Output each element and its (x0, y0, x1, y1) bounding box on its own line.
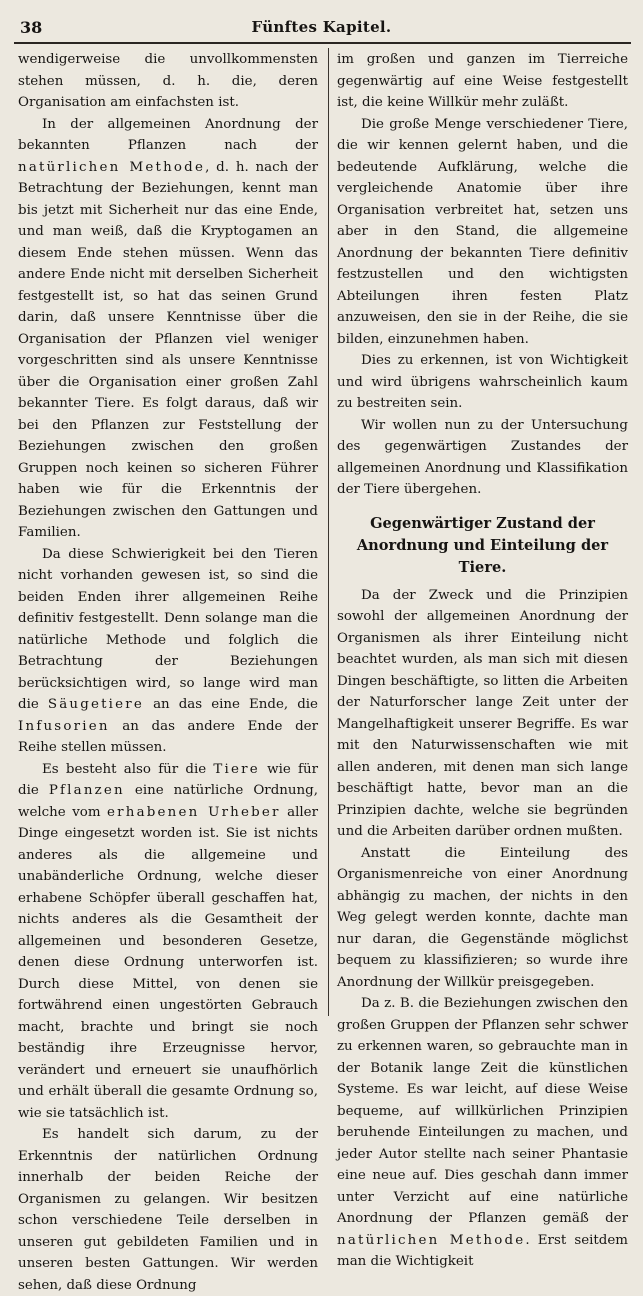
text-run: wie für die (18, 761, 318, 798)
text-run: Es besteht also für die (42, 761, 207, 777)
text-run: , d. h. nach der Betrachtung der Beziehungen, kennt man bis jetzt mit Sicherheit nur das eine Ende, und man weiß, daß die Kryptogamen an diesem Ende stehen müssen. Wenn das andere Ende nicht mit derselben Sicherheit festgestellt ist, so hat das seinen Grund darin, daß unsere Kenntnisse über die Organisation der Pflanzen viel weniger vorgeschritten sind als unsere Kenntnisse über die Organisation einer großen Zahl bekannter Tiere. Es folgt daraus, daß wir bei den Pflanzen zur Feststellung der Beziehungen zwischen den großen Gruppen noch keinen so sicheren Führer haben wie für die Erkenntnis der Beziehungen zwischen den Gattungen und Familien. (18, 159, 319, 540)
spaced-emphasis: Pflanzen (48, 783, 125, 798)
spaced-emphasis: Tiere (213, 761, 260, 777)
spaced-emphasis: natürlichen Methode (337, 1232, 526, 1248)
column-divider (328, 48, 329, 1016)
running-title: Fünftes Kapitel. (251, 18, 392, 36)
paragraph: Die große Menge verschiedener Tiere, die wir kennen gelernt haben, und die bedeutende Aufklärung, welche die vergleichende Anatomie über ihre Organisation verbreitet hat, setzen uns aber in den Stand, die allgemeine Anordnung der bekannten Tiere definitiv festzustellen und den wichtigsten Abteilungen ihren festen Platz anzuweisen, den sie in der Reihe, die sie bilden, einzunehmen haben. (337, 116, 628, 347)
text-run: Da z. B. die Beziehungen zwischen den großen Gruppen der Pflanzen sehr schwer zu erkennen waren, so gebrauchte man in der Botanik lange Zeit die künstlichen Systeme. Es war leicht, auf diese Weise bequeme, auf willkürlichen Prinzipien beruhende Einteilungen zu machen, und jeder Autor stellte nach seiner Phantasie eine neue auf. Dies geschah dann immer unter Verzicht auf eine natürliche Anordnung der Pflanzen gemäß der (337, 996, 628, 1226)
text-run: In der allgemeinen Anordnung der bekannten Pflanzen nach der (18, 116, 318, 153)
spaced-emphasis: Infusorien (18, 718, 110, 734)
paragraph: im großen und ganzen im Tierreiche gegenwärtig auf eine Weise festgestellt ist, die keine Willkür mehr zuläßt. (337, 52, 628, 110)
paragraph (337, 993, 628, 1273)
text-run: . Erst seitdem man die Wichtigkeit (337, 1232, 628, 1269)
paragraph (18, 114, 318, 544)
spaced-emphasis: Säugetiere (47, 697, 145, 712)
paragraph (18, 544, 318, 759)
spaced-emphasis: natürlichen Methode (18, 159, 206, 175)
text-run: eine natürliche Ordnung, welche vom (18, 783, 318, 820)
text-run: Da diese Schwierigkeit bei den Tieren nicht vorhanden gewesen ist, so sind die beiden Enden ihrer allgemeinen Reihe definitiv festgestellt. Denn solange man die natürliche Methode und folglich die Betrachtung der Beziehungen berücksichtigen wird, so lange wird man die (18, 546, 318, 712)
paragraph: Wir wollen nun zu der Untersuchung des gegenwärtigen Zustandes der allgemeinen Anordnung und Klassifikation der Tiere übergehen. (337, 417, 628, 497)
text-run: an das andere Ende der Reihe stellen müssen. (18, 718, 318, 755)
header-rule (14, 42, 631, 44)
left-column (18, 49, 319, 1293)
section-heading: Gegenwärtiger Zustand der Anordnung und Einteilung der Tiere. (356, 514, 609, 576)
text-run: an das eine Ende, die (153, 697, 318, 712)
spaced-emphasis: erhabenen Urheber (107, 804, 281, 820)
paragraph (18, 759, 318, 1125)
page-number: 38 (20, 18, 43, 37)
paragraph: Da der Zweck und die Prinzipien sowohl der allgemeinen Anordnung der Organismen als ihrer Einteilung nicht beachtet wurden, als man sich mit diesen Dingen beschäftigte, so litten die Arbeiten der Naturforscher lange Zeit unter der Mangelhaftigkeit unserer Begriffe. Es war mit den Naturwissenschaften wie mit allen anderen, mit denen man sich lange beschäftigt hatte, bevor man an die Prinzipien dachte, welche sie begründen und die Arbeiten darüber ordnen mußten. (337, 587, 628, 839)
text-run: aller Dinge eingesetzt worden ist. Sie ist nichts anderes als die allgemeine und unabänderliche Ordnung, welche dieser erhabene Schöpfer überall geschaffen hat, nichts anderes als die Gesamtheit der allgemeinen und besonderen Gesetze, denen diese Ordnung unterworfen ist. Durch diese Mittel, von denen sie fortwährend einen ungestörten Gebrauch macht, brachte und bringt sie noch beständig ihre Erzeugnisse hervor, verändert und erneuert sie unaufhörlich und erhält überall die gesamte Ordnung so, wie sie tatsächlich ist. (18, 804, 318, 1121)
right-column (337, 49, 628, 1269)
paragraph: wendigerweise die unvollkommensten stehen müssen, d. h. die, deren Organisation am einfachsten ist. (18, 52, 318, 110)
page-header (14, 8, 629, 36)
paragraph: Dies zu erkennen, ist von Wichtigkeit und wird übrigens wahrscheinlich kaum zu bestreiten sein. (337, 353, 628, 411)
paragraph: Anstatt die Einteilung des Organismenreiche von einer Anordnung abhängig zu machen, der nichts in den Weg gelegt werden konnte, dachte man nur daran, die Gegenstände möglichst bequem zu klassifizieren; so wurde ihre Anordnung der Willkür preisgegeben. (337, 845, 628, 990)
paragraph: Es handelt sich darum, zu der Erkenntnis der natürlichen Ordnung innerhalb der beiden Reiche der Organismen zu gelangen. Wir besitzen schon verschiedene Teile derselben in unseren gut gebildeten Familien und in unseren besten Gattungen. Wir werden sehen, daß diese Ordnung (18, 1127, 318, 1293)
